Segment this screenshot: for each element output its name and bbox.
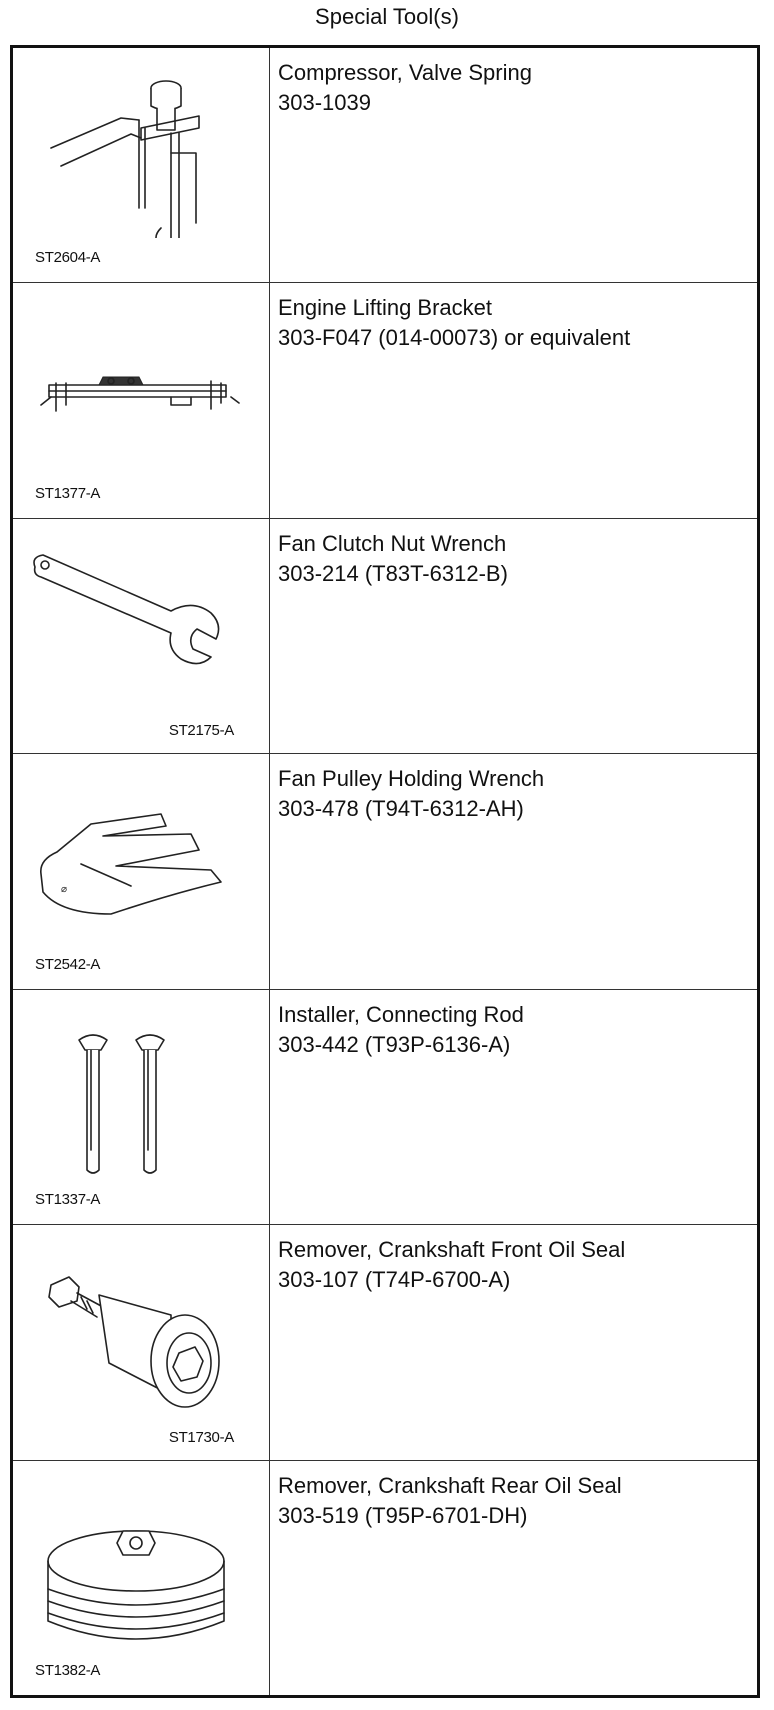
tool-description-cell xyxy=(270,754,552,988)
tool-number: 303-478 (T94T-6312-AH) xyxy=(278,796,524,822)
tool-illustration-cell xyxy=(13,754,270,988)
tool-row xyxy=(13,753,757,988)
tool-number: 303-107 (T74P-6700-A) xyxy=(278,1267,511,1293)
tool-description-cell xyxy=(270,1225,633,1459)
tool-number: 303-1039 xyxy=(278,90,371,115)
front-oil-seal-remover-illustration xyxy=(21,1235,251,1415)
tool-illustration-cell xyxy=(13,48,270,282)
special-tools-table xyxy=(10,45,760,1698)
tool-name: Remover, Crankshaft Rear Oil Seal xyxy=(278,1472,622,1498)
tool-number: 303-442 (T93P-6136-A) xyxy=(278,1031,511,1057)
illustration-code: ST2175-A xyxy=(168,722,234,740)
svg-text:⌀: ⌀ xyxy=(61,884,68,896)
valve-spring-compressor-illustration xyxy=(21,58,251,238)
engine-lifting-bracket-illustration xyxy=(21,293,251,473)
tool-name: Remover, Crankshaft Front Oil Seal xyxy=(278,1237,626,1263)
tool-name: Installer, Connecting Rod xyxy=(278,1001,524,1027)
tool-name: Fan Clutch Nut Wrench xyxy=(278,530,507,556)
fan-pulley-holding-wrench-illustration xyxy=(21,764,251,944)
tool-description-cell xyxy=(270,990,532,1224)
illustration-code: ST2604-A xyxy=(35,249,101,267)
tool-description-cell xyxy=(270,48,540,282)
tool-row xyxy=(13,989,757,1224)
tool-description-cell xyxy=(270,283,638,517)
tool-illustration-cell xyxy=(13,1461,270,1695)
tool-description-cell xyxy=(270,1461,630,1695)
tool-row xyxy=(13,518,757,753)
tool-number: 303-F047 (014-00073) or equivalent xyxy=(278,325,631,351)
rear-oil-seal-remover-illustration xyxy=(21,1471,251,1651)
tool-row xyxy=(13,1460,757,1695)
tool-number: 303-214 (T83T-6312-B) xyxy=(278,560,508,586)
tool-description-cell xyxy=(270,519,516,753)
tool-row xyxy=(13,282,757,517)
tool-name: Fan Pulley Holding Wrench xyxy=(278,766,545,792)
tool-illustration-cell xyxy=(13,283,270,517)
tool-row xyxy=(13,1224,757,1459)
tool-row xyxy=(13,48,757,282)
tool-illustration-cell xyxy=(13,1225,270,1459)
tool-illustration-cell xyxy=(13,519,270,753)
illustration-code: ST1337-A xyxy=(35,1191,101,1209)
illustration-code: ST2542-A xyxy=(35,955,101,973)
connecting-rod-installer-illustration xyxy=(21,1000,251,1180)
page-title: Special Tool(s) xyxy=(315,4,459,29)
illustration-code: ST1730-A xyxy=(168,1428,234,1446)
tool-name: Compressor, Valve Spring xyxy=(278,60,532,85)
tool-illustration-cell xyxy=(13,990,270,1224)
fan-clutch-nut-wrench-illustration xyxy=(21,529,251,709)
illustration-code: ST1382-A xyxy=(35,1661,101,1679)
illustration-code: ST1377-A xyxy=(35,484,101,502)
tool-name: Engine Lifting Bracket xyxy=(278,295,493,321)
tool-number: 303-519 (T95P-6701-DH) xyxy=(278,1502,528,1528)
